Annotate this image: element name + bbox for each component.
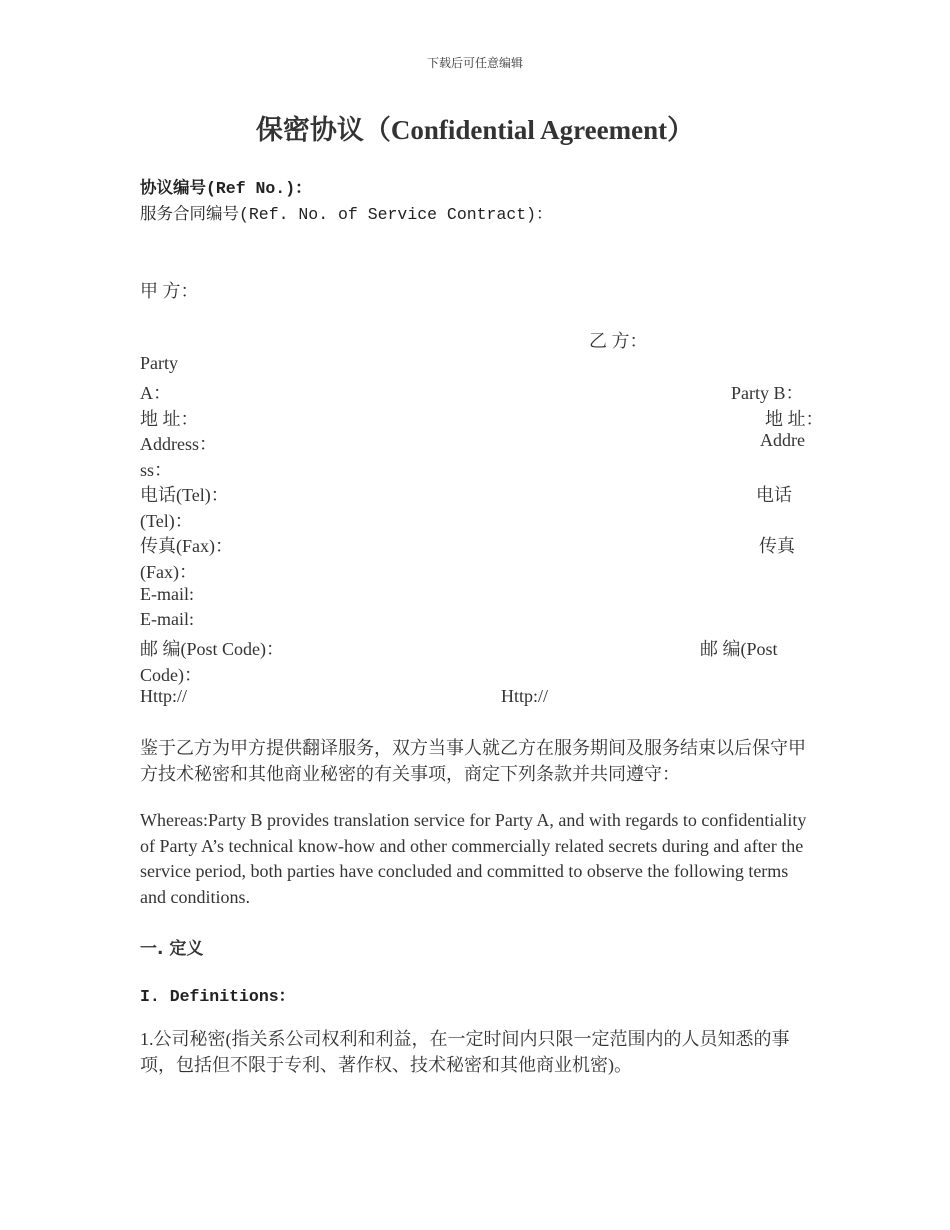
service-contract-ref-label: 服务合同编号(Ref. No. of Service Contract)： (140, 205, 553, 224)
party-a-email-label: E-mail: (140, 584, 194, 604)
document-title: 保密协议（Confidential Agreement） (255, 115, 695, 145)
page-header-note: 下载后可任意编辑 (426, 56, 523, 70)
party-b-fax-label-line2: (Fax)： (140, 562, 197, 582)
party-b-en-label: Party B： (731, 383, 804, 403)
section-1-heading-en: I. Definitions： (140, 987, 296, 1006)
party-b-fax-label-line1: 传真 (759, 536, 795, 556)
party-b-email-label: E-mail: (140, 609, 194, 629)
party-b-address-cn-label: 地 址： (765, 409, 824, 429)
party-b-postcode-label-line2: Code)： (140, 665, 202, 685)
party-b-tel-label-line1: 电话 (756, 485, 792, 505)
party-b-address-en-label-line1: Addre (760, 430, 805, 450)
whereas-paragraph-en: Whereas:Party B provides translation service for Party A, and with regards to confidentiality of Party A’s technical know-how and other commercially related secrets during and after the service period, both parties have concluded and committed to observe the following terms and conditions. (140, 810, 807, 907)
whereas-paragraph-cn: 鉴于乙方为甲方提供翻译服务，双方当事人就乙方在服务期间及服务结束以后保守甲方技术秘密和其他商业秘密的有关事项，商定下列条款并共同遵守： (140, 738, 806, 784)
ref-no-label: 协议编号(Ref No.)： (140, 179, 312, 198)
party-a-http-label: Http:// (140, 686, 188, 706)
party-b-cn-label: 乙 方： (589, 331, 648, 351)
party-a-address-cn-label: 地 址： (140, 409, 199, 429)
section-1-heading-cn: 一. 定义 (140, 939, 204, 959)
party-a-tel-label: 电话(Tel)： (140, 485, 229, 505)
party-b-address-en-label-line2: ss： (140, 460, 173, 480)
party-a-address-en-label: Address： (140, 434, 217, 454)
party-a-postcode-label: 邮 编(Post Code)： (140, 639, 284, 659)
party-a-cn-label: 甲 方： (140, 281, 199, 301)
party-a-fax-label: 传真(Fax)： (140, 536, 233, 556)
party-a-en-label-line2: A： (140, 383, 171, 403)
party-b-http-label: Http:// (501, 686, 549, 706)
party-a-en-label-line1: Party (140, 353, 178, 373)
party-b-tel-label-line2: (Tel)： (140, 511, 193, 531)
clause-1-paragraph-cn: 1.公司秘密(指关系公司权利和利益，在一定时间内只限一定范围内的人员知悉的事项，包括但不限于专利、著作权、技术秘密和其他商业机密)。 (140, 1029, 790, 1075)
party-b-postcode-label-line1: 邮 编(Post (700, 639, 778, 659)
